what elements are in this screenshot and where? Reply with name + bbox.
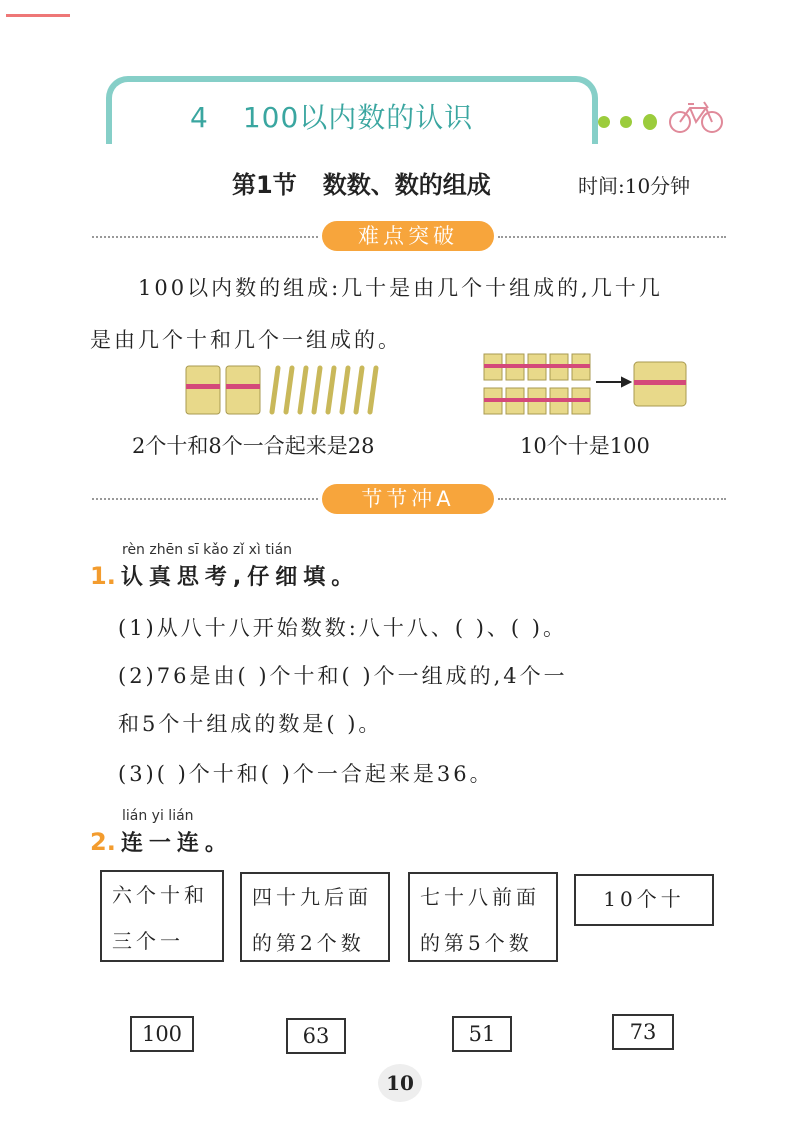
bicycle-icon <box>668 98 724 134</box>
q2-number: 2. <box>90 828 116 856</box>
match-card[interactable] <box>100 870 224 962</box>
card-line: 三个一 <box>112 929 184 953</box>
answer-box[interactable]: 63 <box>286 1018 346 1054</box>
q2-text: 连一连。 <box>120 831 233 856</box>
answer-box[interactable]: 100 <box>130 1016 194 1052</box>
sticks-illustration-28 <box>180 362 390 418</box>
sticks-illustration-100 <box>482 352 690 416</box>
match-card[interactable] <box>574 874 714 926</box>
match-card[interactable] <box>240 872 390 962</box>
section-name: 数数、数的组成 <box>322 171 491 199</box>
section-title <box>232 165 491 200</box>
q1-line-2[interactable]: (2)76是由( )个十和( )个一组成的,4个一 <box>118 664 568 688</box>
section-label: 第1节 <box>232 171 297 199</box>
q1-line-1[interactable]: (1)从八十八开始数数:八十八、( )、( )。 <box>118 616 567 640</box>
q1-text: 认真思考,仔细填。 <box>120 565 360 590</box>
card-line: 10个十 <box>603 887 685 911</box>
card-line: 六个十和 <box>112 883 208 907</box>
answer-box[interactable]: 73 <box>612 1014 674 1050</box>
divider-left <box>92 236 318 238</box>
green-dot-icon <box>643 114 657 130</box>
answer-box[interactable]: 51 <box>452 1016 512 1052</box>
q1-line-3[interactable]: 和5个十组成的数是( )。 <box>118 712 383 736</box>
card-line: 的第2个数 <box>252 931 365 955</box>
explanation-line-1: 100以内数的组成:几十是由几个十组成的,几十几 <box>138 276 663 300</box>
q1-pinyin: rèn zhēn sī kǎo zǐ xì tián <box>122 542 293 558</box>
q2-heading <box>90 826 233 857</box>
q1-number: 1. <box>90 562 116 590</box>
divider-right <box>498 236 726 238</box>
match-card[interactable] <box>408 872 558 962</box>
green-dot-icon <box>620 116 632 128</box>
q1-line-4[interactable]: (3)( )个十和( )个一合起来是36。 <box>118 762 494 786</box>
practice-pill: 节节冲A <box>322 484 494 514</box>
divider-right <box>498 498 726 500</box>
time-label: 时间:10分钟 <box>578 174 691 198</box>
chapter-title <box>190 96 473 136</box>
caption-100: 10个十是100 <box>520 434 650 458</box>
top-decoration <box>6 14 70 17</box>
caption-28: 2个十和8个一合起来是28 <box>132 434 375 458</box>
q2-pinyin: lián yi lián <box>122 808 194 824</box>
difficulty-pill: 难点突破 <box>322 221 494 251</box>
divider-left <box>92 498 318 500</box>
card-line: 的第5个数 <box>420 931 533 955</box>
card-line: 七十八前面 <box>420 885 540 909</box>
explanation-line-2: 是由几个十和几个一组成的。 <box>90 328 402 352</box>
page-number: 10 <box>378 1064 422 1102</box>
chapter-title-text: 100以内数的认识 <box>242 101 474 134</box>
card-line: 四十九后面 <box>252 885 372 909</box>
chapter-number: 4 <box>190 101 209 134</box>
q1-heading <box>90 560 359 591</box>
green-dot-icon <box>598 116 610 128</box>
